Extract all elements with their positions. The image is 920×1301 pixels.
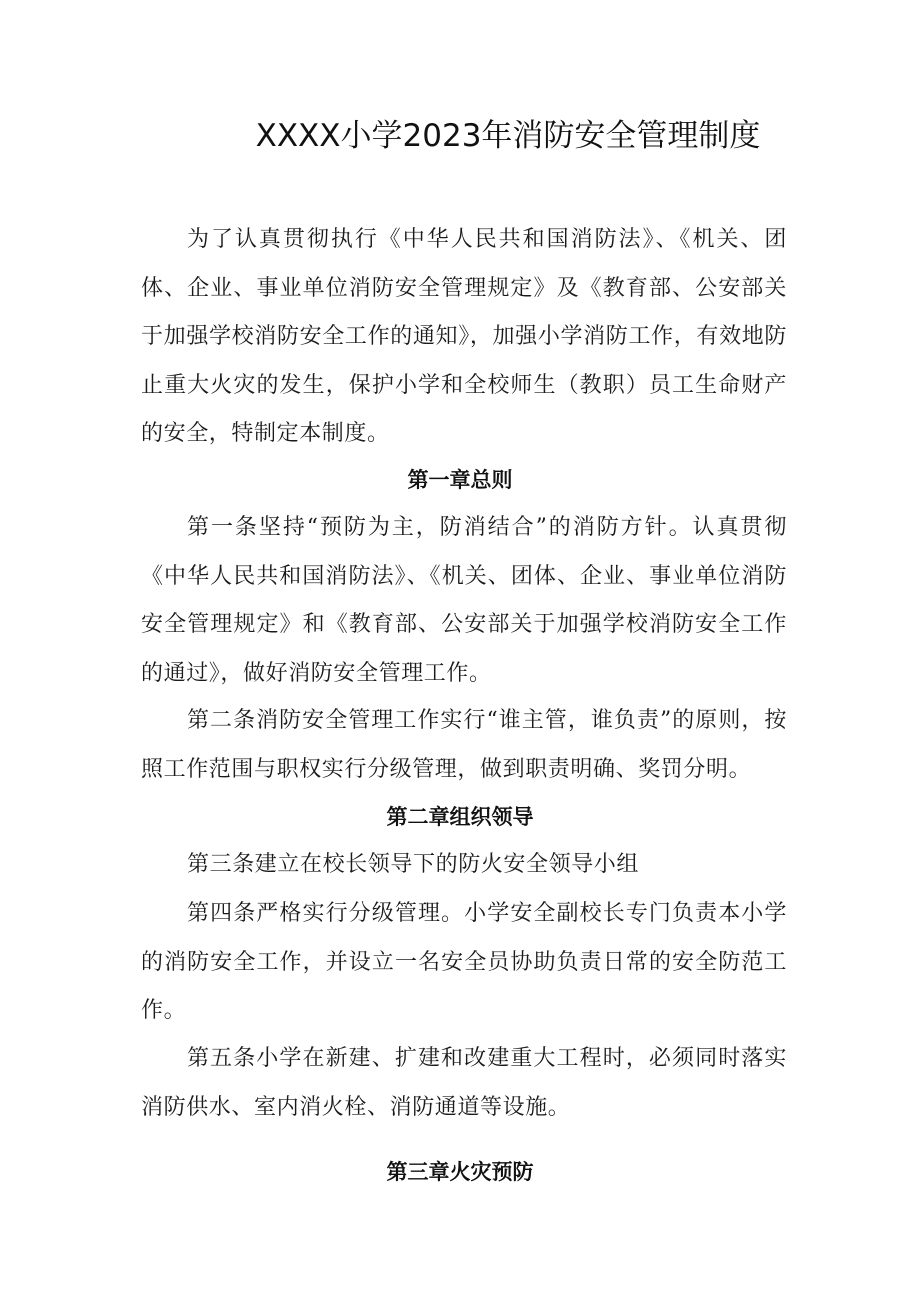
intro-paragraph: 为了认真贯彻执行《中华人民共和国消防法》、《机关、团体、企业、事业单位消防安全管理规定》及《教育部、公安部关于加强学校消防安全工作的通知》，加强小学消防工作，有效地防止重大火灾的发生，保护小学和全校师生（教职）员工生命财产的安全，特制定本制度。 [141,227,787,446]
article-5-paragraph: 第五条小学在新建、扩建和改建重大工程时，必须同时落实消防供水、室内消火栓、消防通道等设施。 [141,1046,787,1120]
article-4-paragraph: 第四条严格实行分级管理。小学安全副校长专门负责本小学的消防安全工作，并设立一名安全员协助负责日常的安全防范工作。 [141,901,787,1023]
document-title: XXXX小学2023年消防安全管理制度 [255,118,761,154]
article-3-paragraph: 第三条建立在校长领导下的防火安全领导小组 [187,852,640,877]
article-1-paragraph: 第一条坚持“预防为主，防消结合”的消防方针。认真贯彻《中华人民共和国消防法》、《机关、团体、企业、事业单位消防安全管理规定》和《教育部、公安部关于加强学校消防安全工作的通过》，做好消防安全管理工作。 [141,515,787,686]
chapter-1-heading: 第一章总则 [407,468,513,492]
article-2-paragraph: 第二条消防安全管理工作实行“谁主管，谁负责”的原则，按照工作范围与职权实行分级管理，做到职责明确、奖罚分明。 [141,708,787,782]
chapter-3-heading: 第三章火灾预防 [386,1160,534,1184]
chapter-2-heading: 第二章组织领导 [386,805,534,829]
